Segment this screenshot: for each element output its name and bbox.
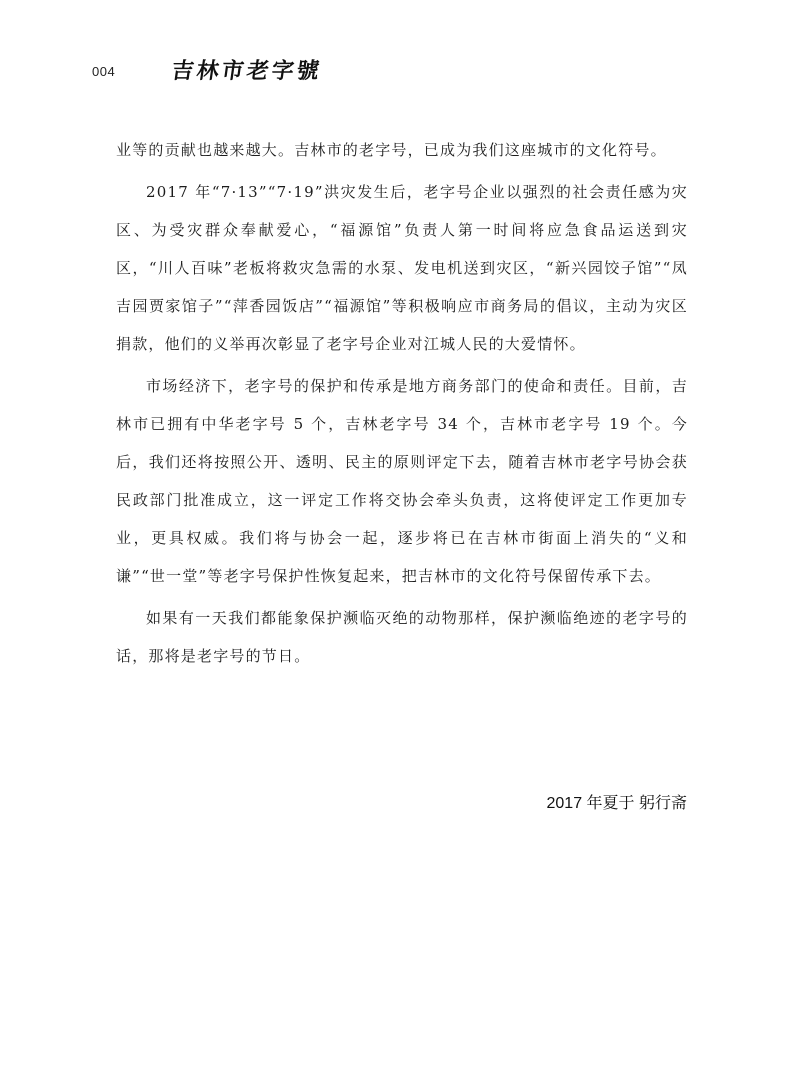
paragraph-flood-relief: 2017 年“7·13”“7·19”洪灾发生后，老字号企业以强烈的社会责任感为灾区、为受灾群众奉献爱心，“福源馆”负责人第一时间将应急食品运送到灾区，“川人百味”老板将救灾急需的水泵、发电机送到灾区，“新兴园饺子馆”“凤吉园贾家馆子”“萍香园饭店”“福源馆”等积极响应市商务局的倡议，主动为灾区捐款，他们的义举再次彰显了老字号企业对江城人民的大爱情怀。 <box>116 183 688 353</box>
paragraph-continued: 业等的贡献也越来越大。吉林市的老字号，已成为我们这座城市的文化符号。 <box>116 141 667 159</box>
signature: 2017 年夏于 躬行斋 <box>546 795 687 812</box>
page-number: 004 <box>92 64 116 79</box>
paragraph-protection: 市场经济下，老字号的保护和传承是地方商务部门的使命和责任。目前，吉林市已拥有中华老字号 5 个，吉林老字号 34 个，吉林市老字号 19 个。今后，我们还将按照公开、透明、民主的原则评定下去，随着吉林市老字号协会获民政部门批准成立，这一评定工作将交协会牵头负责，这将使评定工作更加专业，更具权威。我们将与协会一起，逐步将已在吉林市街面上消失的“义和谦”“世一堂”等老字号保护性恢复起来，把吉林市的文化符号保留传承下去。 <box>116 377 688 585</box>
paragraph-closing: 如果有一天我们都能象保护濒临灭绝的动物那样，保护濒临绝迹的老字号的话，那将是老字号的节日。 <box>116 609 688 665</box>
body-text <box>116 131 688 679</box>
running-title: 吉林市老字號 <box>169 59 324 84</box>
